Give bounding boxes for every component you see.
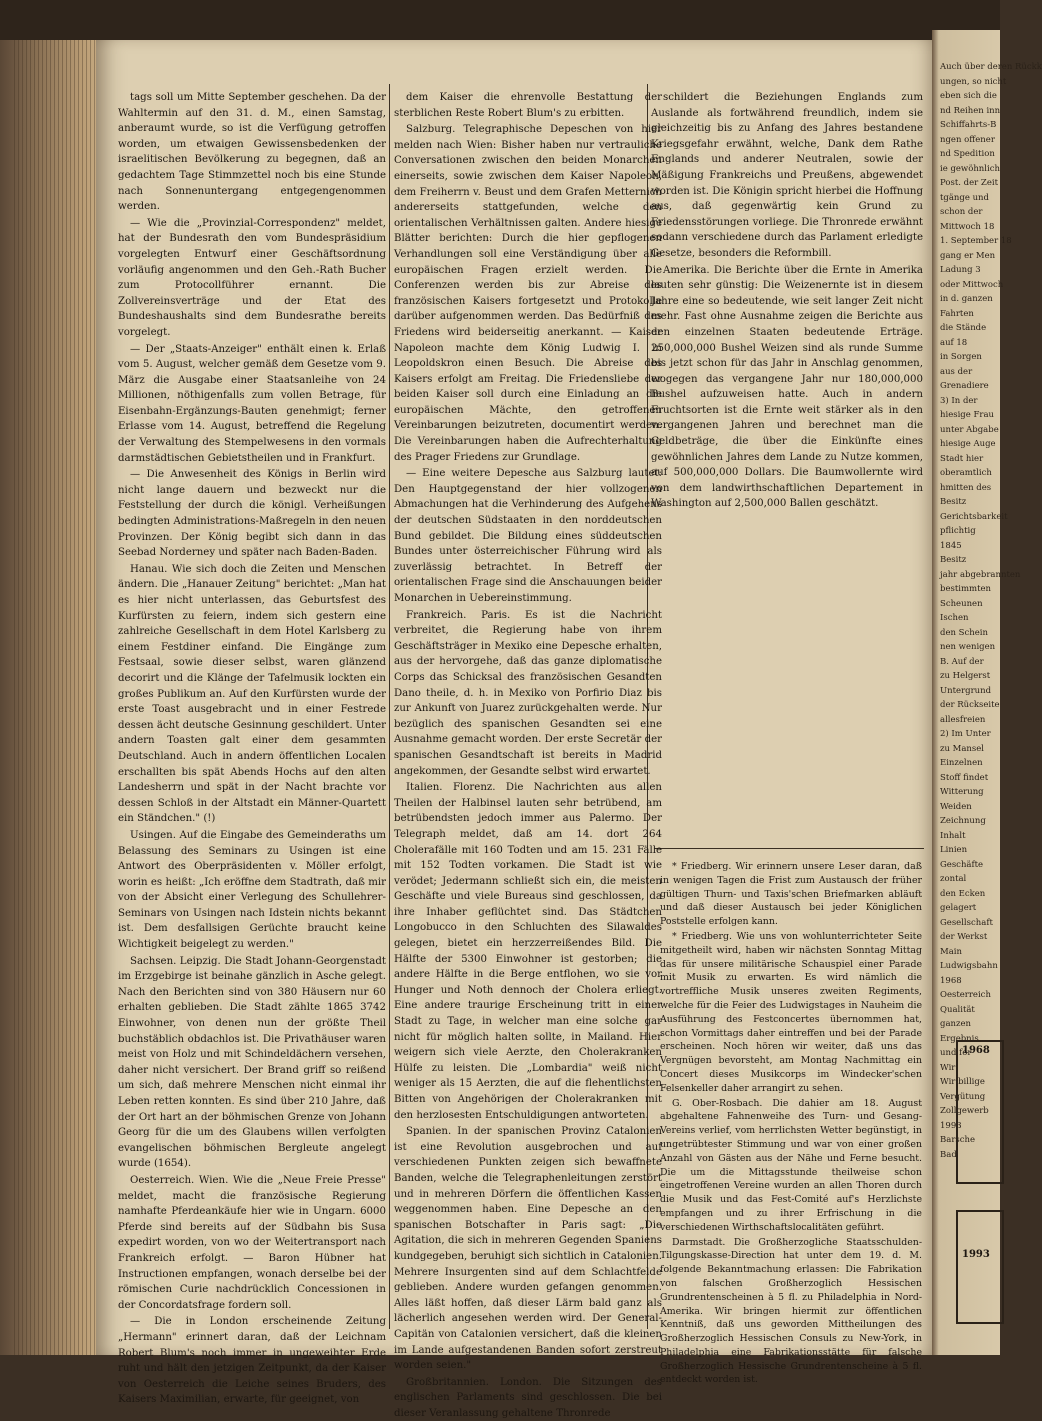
- facing-page-line: oberamtlich: [940, 468, 992, 478]
- facing-page-line: in d. ganzen: [940, 294, 993, 304]
- article-paragraph: * Friedberg. Wir erinnern unsere Leser daran, daß in wenigen Tagen die Frist zum Austausch der früher gültigen Thurn- und Taxis'schen Briefmarken abläuft und daß dieser Austausch bei jeder Königlichen Poststelle erfolgen kann.: [660, 861, 922, 928]
- article-paragraph: Salzburg. Telegraphische Depeschen von hier melden nach Wien: Bisher haben nur vertrauliche Conversationen zwischen den beiden Monarchen einerseits, sowie zwischen dem Kaiser Napoleon, dem Freiherrn v. Beust und dem Grafen Metternich andererseits stattgefunden, welche den orientalischen Verhältnissen galten. Andere hiesige Blätter berichten: Durch die hier gepflogenen Verhandlungen soll eine Verständigung über alle europäischen Fragen erzielt werden. Die Conferenzen werden bis zur Abreise des französischen Kaisers fortgesetzt und Protokolle darüber aufgenommen werden. Das Bedürfniß des Friedens wird beiderseitig anerkannt. — Kaiser Napoleon machte dem König Ludwig I. in Leopoldskron einen Besuch. Die Abreise des Kaisers erfolgt am Freitag. Die Friedensliebe der beiden Kaiser soll durch eine Einladung an die europäischen Mächte, den getroffenen Vereinbarungen beizutreten, documentirt werden. Die Vereinbarungen haben die Aufrechterhaltung des Prager Friedens zur Grundlage.: [394, 124, 662, 463]
- facing-page-line: 1993: [940, 1120, 962, 1131]
- article-paragraph: Sachsen. Leipzig. Die Stadt Johann-Georgenstadt im Erzgebirge ist beinahe gänzlich in Asche gelegt. Nach den Berichten sind von 380 Häusern nur 60 erhalten geblieben. Die Stadt zählte 1865 3742 Einwohner, von denen nun der größte Theil buchstäblich obdachlos ist. Die Privathäuser waren meist von Holz und mit Schindeldächern versehen, daher nicht versichert. Der Brand griff so reißend um sich, daß mehrere Menschen nicht einmal ihr Leben retten konnten. Es sind über 210 Jahre, daß der Ort hart an der böhmischen Grenze von Johann Georg für die um des Glaubens willen verfolgten evangelischen böhmischen Bergleute angelegt wurde (1654).: [118, 955, 386, 1170]
- facing-page-line: die Stände: [940, 323, 987, 333]
- facing-page-line: Barsche: [940, 1135, 976, 1145]
- facing-page-line: Ludwigsbahn: [940, 961, 998, 971]
- facing-page-line: pflichtig: [940, 526, 976, 536]
- local-news-section: [660, 860, 922, 1386]
- facing-page-line: gelagert: [940, 903, 977, 913]
- facing-page-line: B. Auf der: [940, 656, 984, 667]
- facing-page-line: Bad: [940, 1149, 957, 1160]
- facing-page-line: schon der: [940, 207, 983, 217]
- article-paragraph: — Der „Staats-Anzeiger" enthält einen k. Erlaß vom 5. August, welcher gemäß dem Gesetze vom 9. März die Ausgabe einer Staatsanleihe von 24 Millionen, nöthigenfalls zum vollen Betrage, für Eisenbahn-Ergänzungs-Bauten genehmigt; ferner Erlasse vom 14. August, betreffend die Regelung der Verwaltung des Stempelwesens in den vormals darmstädtischen Gebietstheilen und in Frankfurt.: [118, 343, 386, 464]
- facing-page-line: der Rückseite: [940, 700, 1000, 710]
- article-paragraph: dem Kaiser die ehrenvolle Bestattung der sterblichen Reste Robert Blum's zu erbitten.: [394, 92, 662, 119]
- article-paragraph: Usingen. Auf die Eingabe des Gemeinderaths um Belassung des Seminars zu Usingen ist eine Antwort des Oberpräsidenten v. Möller erfolgt, worin es heißt: „Ich eröffne dem Stadtrath, daß mir von der Absicht einer Verlegung des Schullehrer-Seminars von Usingen nach Idstein nichts bekannt ist. Dem desfallsigen Gerüchte braucht keine Wichtigkeit beigelegt zu werden.": [118, 829, 386, 951]
- facing-page-line: unter Abgabe: [940, 424, 999, 435]
- facing-page-line: Inhalt: [940, 830, 966, 841]
- facing-page-line: Schiffahrts-B: [940, 120, 997, 130]
- column-right: [651, 90, 923, 850]
- facing-page-line: Besitz: [940, 497, 967, 507]
- facing-page-line: Besitz: [940, 555, 967, 565]
- advert-box: [956, 1040, 1004, 1184]
- article-paragraph: Großbritannien. London. Die Sitzungen des englischen Parlaments sind geschlossen. Die bei dieser Veranlassung gehaltene Thronrede: [394, 1376, 662, 1419]
- facing-page-line: 3) In der: [940, 395, 978, 406]
- article-paragraph: — Wie die „Provinzial-Correspondenz" meldet, hat der Bundesrath den vom Bundespräsidium vorgelegten Entwurf einer Geschäftsordnung vorläufig angenommen und den Geh.-Rath Bucher zum Protocollführer ernannt. Die Zollvereinsverträge und der Etat des Bundeshaushalts sind dem Bundesrathe bereits vorgelegt.: [118, 217, 386, 338]
- facing-page-line: jahr abgebrannten: [940, 569, 1021, 580]
- facing-page-line: bestimmten: [940, 584, 992, 594]
- article-paragraph: * Friedberg. Wie uns von wohlunterrichteter Seite mitgetheilt wird, haben wir nächsten Sonntag Mittag das für unsere militärische Schauspiel einer Parade mit Musik zu erwarten. Es wird nämlich die vortreffliche Musik unseres zweiten Regiments, welche für die Feier des Ludwigstages in Nauheim die Ausführung des Festconcertes übernommen hat, schon Vormittags daher eintreffen und bei der Parade erscheinen. Noch hören wir weiter, daß uns das Vergnügen bevorsteht, am Montag Nachmittag ein Concert dieses Musikcorps im Windecker'schen Felsenkeller daher arrangirt zu sehen.: [660, 930, 922, 1094]
- article-paragraph: Oesterreich. Wien. Wie die „Neue Freie Presse" meldet, macht die französische Regierung namhafte Pferdeankäufe hier wie in Ungarn. 6000 Pferde sind bereits auf der Südbahn bis Susa expedirt worden, von wo der Weitertransport nach Frankreich erfolgt. — Baron Hübner hat Instructionen empfangen, wonach derselbe bei der römischen Curie nachdrücklich Concessionen in der Concordatsfrage fordern soll.: [118, 1174, 386, 1311]
- article-paragraph: — Die in London erscheinende Zeitung „Hermann" erinnert daran, daß der Leichnam Robert Blum's noch immer in ungeweihter Erde ruht und hält den jetzigen Zeitpunkt, da der Kaiser von Oesterreich die Leiche seines Bruders, des Kaisers Maximilian, erwarte, für geeignet, von: [118, 1316, 386, 1406]
- facing-page-line: zu Helgerst: [940, 671, 991, 681]
- facing-page-line: Ladung 3: [940, 265, 981, 275]
- facing-page-line: 1845: [940, 540, 962, 551]
- article-paragraph: — Eine weitere Depesche aus Salzburg lautet: Den Hauptgegenstand der hier vollzogenen Abmachungen hat die Verhinderung des Aufgehens der deutschen Südstaaten in den norddeutschen Bund gebildet. Die Bildung eines süddeutschen Bundes unter österreichischer Führung wird als zuverlässig betrachtet. In Betreff der orientalischen Frage sind die Anschauungen beider Monarchen in Uebereinstimmung.: [394, 468, 662, 604]
- facing-page-line: Grenadiere: [940, 381, 989, 391]
- article-paragraph: Darmstadt. Die Großherzogliche Staatsschulden-Tilgungskasse-Direction hat unter dem 19. d. M. folgende Bekanntmachung erlassen: Die Fabrikation von falschen Großherzoglich Hessischen Grundrentenscheinen à 5 fl. zu Philadelphia in Nord-Amerika. Wir bringen hiermit zur öffentlichen Kenntniß, daß uns geworden Mittheilungen des Großherzoglich Hessischen Consuls zu New-York, in Philadelphia eine Fabrikationsstätte für falsche Großherzoglich Hessische Grundrentenscheine à 5 fl. entdeckt worden ist.: [660, 1236, 922, 1386]
- column-rule-1: [389, 84, 390, 1329]
- facing-page-line: Witterung: [940, 787, 984, 797]
- facing-page-line: Zollgewerb: [940, 1106, 989, 1116]
- facing-page-line: tgänge und: [940, 192, 989, 203]
- facing-page-line: Post. der Zeit: [940, 178, 998, 188]
- facing-page-line: in Sorgen: [940, 352, 982, 362]
- facing-page-line: der Werkst: [940, 932, 988, 942]
- facing-page-line: 2) Im Unter: [940, 729, 991, 739]
- facing-page-line: Ischen: [940, 613, 969, 623]
- article-paragraph: schildert die Beziehungen Englands zum Auslande als fortwährend freundlich, indem sie gleichzeitig bis zu Anfang des Jahres bestandene Kriegsgefahr erwähnt, welche, Dank dem Rathe Englands und anderer Neutralen, sowie der Mäßigung Frankreichs und Preußens, abgewendet worden ist. Die Königin spricht hierbei die Hoffnung aus, daß gegenwärtig kein Grund zu Friedensstörungen vorliege. Die Thronrede erwähnt sodann verschiedene durch das Parlament erledigte Gesetze, besonders die Reformbill.: [651, 92, 923, 259]
- facing-page-line: zontal: [940, 874, 967, 884]
- facing-page-line: ungen, so nicht: [940, 76, 1007, 87]
- facing-page-line: 1968: [940, 975, 962, 986]
- facing-page-line: Scheunen: [940, 598, 983, 609]
- column-middle: [394, 90, 662, 1419]
- facing-page-line: oder Mittwoch: [940, 279, 1004, 290]
- facing-page-line: eben sich die: [940, 91, 997, 101]
- facing-page-line: nen wenigen: [940, 642, 996, 652]
- facing-page-line: Wir billige: [940, 1077, 985, 1087]
- advert-number: 1968: [962, 1045, 990, 1056]
- facing-page-line: Zeichnung: [940, 816, 986, 826]
- article-paragraph: tags soll um Mitte September geschehen. Da der Wahltermin auf den 31. d. M., einen Samstag, anberaumt wurde, so ist die Verfügung getroffen worden, um etwaigen Gewissensbedenken der israelitischen Bevölkerung zu begegnen, daß an gedachtem Tage Stimmzettel noch bis eine Stunde nach Sonnenuntergang entgegengenommen werden.: [118, 92, 386, 213]
- facing-page-line: gang er Men: [940, 250, 996, 261]
- facing-page-line: ngen offener: [940, 134, 995, 145]
- facing-page-line: Auch über deren Rückk: [940, 62, 1042, 72]
- facing-page-line: Geschäfte: [940, 859, 984, 870]
- facing-page-line: Weiden: [940, 801, 972, 812]
- facing-page-line: Vergütung: [940, 1091, 986, 1102]
- facing-page-line: ganzen: [940, 1019, 971, 1029]
- facing-page-line: hiesige Frau: [940, 410, 994, 420]
- facing-page-line: Main: [940, 946, 962, 957]
- article-paragraph: Italien. Florenz. Die Nachrichten aus allen Theilen der Halbinsel lauten sehr betrübend, am betrübendsten jedoch immer aus Palermo. Der Telegraph meldet, daß am 14. dort 264 Cholerafälle mit 160 Todten und am 15. 231 Fälle mit 152 Todten vorkamen. Die Stadt ist wie verödet; Jedermann schließt sich ein, die meisten Geschäfte und viele Bureaus sind geschlossen, da ihre Inhaber geflüchtet sind. Das Städtchen Longobucco in den Schluchten des Silawaldes gelegen, bietet ein herzzerreißendes Bild. Die Hälfte der 5300 Einwohner ist gestorben; die andere Hälfte in die Berge entflohen, wo sie vor Hunger und Noth dennoch der Cholera erliegt. Eine andere traurige Erscheinung tritt in einer Stadt zu Tage, in welcher man eine solche gar nicht für möglich halten sollte, in Mailand. Hier weigern sich viele Aerzte, den Cholerakranken Hülfe zu leisten. Die „Lombardia" weiß nicht weniger als 15 Aerzten, die auf die flehentlichsten Bitten von Angehörigen der Cholerakranken mit den herzlosesten Entschuldigungen antworteten.: [394, 782, 662, 1121]
- article-paragraph: Amerika. Die Berichte über die Ernte in Amerika lauten sehr günstig: Die Weizenernte ist in diesem Jahre eine so bedeutende, wie seit langer Zeit nicht mehr. Fast ohne Ausnahme zeigen die Berichte aus den einzelnen Staaten bedeutende Erträge. 250,000,000 Bushel Weizen sind als runde Summe bis jetzt schon für das Jahr in Anschlag genommen, wogegen das vergangene Jahr nur 180,000,000 Bushel aufzuweisen hatte. Auch in andern Fruchtsorten ist die Ernte weit stärker als in den vergangenen Jahren und berechnet man die Geldbeträge, die über die Einkünfte eines gewöhnlichen Jahres dem Lande zu Nutze kommen, auf 500,000,000 Dollars. Die Baumwollernte wird von dem landwirthschaftlichen Departement in Washington auf 2,500,000 Ballen geschätzt.: [651, 264, 923, 510]
- facing-page-line: 1. September 18: [940, 236, 1012, 246]
- advert-number-2: 1993: [962, 1249, 990, 1260]
- facing-page-line: Ergebnis: [940, 1033, 979, 1044]
- facing-page-line: Stoff findet: [940, 772, 989, 783]
- facing-page-line: auf 18: [940, 337, 968, 348]
- article-paragraph: Hanau. Wie sich doch die Zeiten und Menschen ändern. Die „Hanauer Zeitung" berichtet: „Man hat es hier nicht unterlassen, das Geburtsfest des Kurfürsten zu feiern, indem sich gestern eine zahlreiche Gesellschaft in dem Hotel Karlsberg zu einem Festdiner einfand. Die Eingänge zum Festsaal, sowie dieser selbst, waren glänzend decorirt und die Klänge der Tafelmusik lockten ein großes Publikum an. Auf den Kurfürsten wurde der erste Toast ausgebracht und in einer Festrede dessen ächt deutsche Gesinnung geschildert. Unter andern Toasten galt einer dem gesammten Deutschland. Auch in andern öffentlichen Localen erschallten bis spät Abends Hochs auf den alten Landesherrn und spät in der Nacht brachte vor dessen Schloß in der Altstadt ein Männer-Quartett ein Ständchen." (!): [118, 563, 386, 825]
- advert-box-2: [956, 1210, 1004, 1324]
- facing-page-line: Untergrund: [940, 685, 992, 696]
- facing-page-line: Qualität: [940, 1004, 975, 1015]
- facing-page-line: den Schein: [940, 627, 988, 638]
- facing-page-line: und for: [940, 1048, 972, 1058]
- facing-page-line: zu Mansel: [940, 743, 985, 754]
- facing-page-line: Einzelnen: [940, 758, 983, 768]
- facing-page-line: nd Reihen inn: [940, 105, 1001, 116]
- facing-page-line: Stadt hier: [940, 453, 984, 464]
- article-paragraph: — Die Anwesenheit des Königs in Berlin wird nicht lange dauern und bezweckt nur die Feststellung der durch die königl. Verheißungen bedingten Administrations-Maßregeln in den neuen Provinzen. Der König begibt sich dann in das Seebad Norderney und später nach Baden-Baden.: [118, 469, 386, 559]
- facing-page-line: hmitten des: [940, 482, 992, 493]
- facing-page-line: Oesterreich: [940, 990, 991, 1000]
- facing-page-line: Gesellschaft: [940, 917, 993, 928]
- article-paragraph: G. Ober-Rosbach. Die dahier am 18. August abgehaltene Fahnenweihe des Turn- und Gesang-Vereins verlief, vom herrlichsten Wetter begünstigt, in ungetrübtester Stimmung und war von einer großen Anzahl von Gästen aus der Nähe und Ferne besucht. Die um die Mittagsstunde theilweise schon eingetroffenen Vereine wurden an allen Thoren durch die Musik und das Fest-Comité auf's Herzlichste empfangen und zu ihrer Erfrischung in die verschiedenen Wirthschaftslocalitäten geführt.: [660, 1097, 922, 1233]
- facing-page-line: Mittwoch 18: [940, 221, 995, 232]
- facing-page-line: Linien: [940, 845, 968, 855]
- facing-page-line: aus der: [940, 366, 973, 377]
- facing-page-line: ie gewöhnlich: [940, 163, 1000, 174]
- page-stack-edges: [14, 40, 106, 1355]
- article-paragraph: Spanien. In der spanischen Provinz Catalonien ist eine Revolution ausgebrochen und auf verschiedenen Punkten zeigen sich bewaffnete Banden, welche die Telegraphenleitungen zerstört und in mehreren Dörfern die öffentlichen Kassen weggenommen haben. Eine Depesche an den spanischen Botschafter in Paris sagt: „Die Agitation, die sich in mehreren Gegenden Spaniens kundgegeben, beruhigt sich sichtlich in Catalonien. Mehrere Insurgenten sind auf dem Schlachtfelde geblieben. Andere wurden gefangen genommen. Alles läßt hoffen, daß dieser Lärm bald ganz als lächerlich angesehen werden wird. Der General-Capitän von Catalonien versichert, daß die kleinen im Lande aufgestandenen Banden sofort zerstreut worden seien.": [394, 1126, 662, 1372]
- facing-page-line: den Ecken: [940, 888, 986, 899]
- facing-page-line: nd Spedition: [940, 149, 995, 159]
- facing-page-line: Fahrten: [940, 308, 974, 319]
- facing-page-line: Wir: [940, 1062, 956, 1073]
- facing-page-line: allesfreien: [940, 714, 986, 725]
- facing-page-line: Gerichtsbarkeit: [940, 511, 1008, 522]
- facing-page-line: hiesige Auge: [940, 439, 996, 449]
- column-left: [118, 90, 386, 1406]
- article-paragraph: Frankreich. Paris. Es ist die Nachricht verbreitet, die Regierung habe von ihrem Geschäftsträger in Mexiko eine Depesche erhalten, aus der hervorgehe, daß das ganze diplomatische Corps das Schicksal des französischen Gesandten Dano theile, d. h. in Mexiko von Porfirio Diaz bis zur Ankunft von Juarez zurückgehalten werde. Nur bezüglich des spanischen Gesandten sei eine Ausnahme gemacht worden. Der erste Secretär der spanischen Gesandtschaft ist bereits in Madrid angekommen, der Gesandte selbst wird erwartet.: [394, 609, 662, 777]
